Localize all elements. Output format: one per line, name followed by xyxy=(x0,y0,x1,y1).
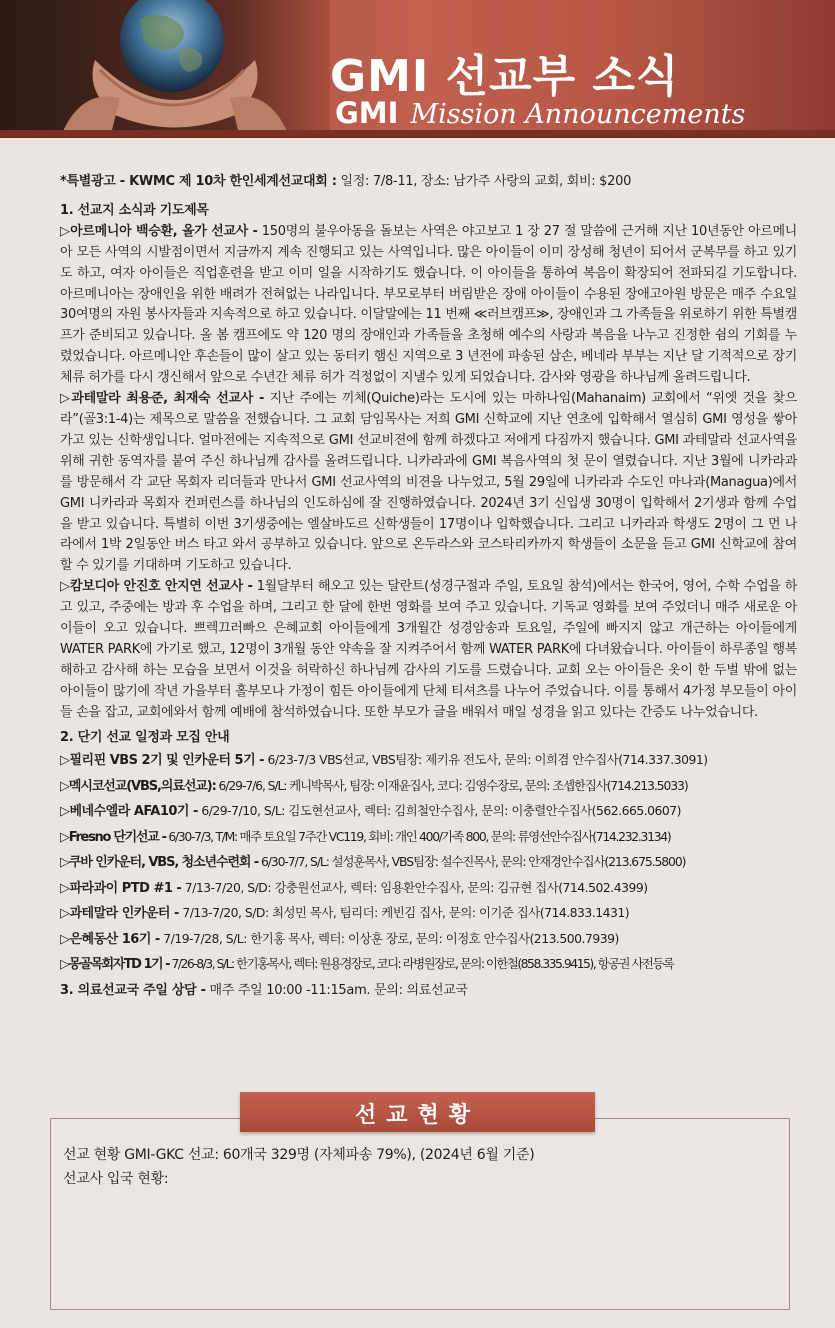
trip-details: 7/19-7/28, S/L: 한기홍 목사, 렉터: 이상훈 장로, 문의: 이정호 안수집사(213.500.7939) xyxy=(159,930,619,946)
trip-row xyxy=(60,850,797,876)
trip-name: ▷필리핀 VBS 2기 및 인카운터 5기 - xyxy=(60,753,265,769)
mission-name: ▷캄보디아 안진호 안지연 선교사 - xyxy=(60,579,253,595)
trip-details: 7/26-8/3, S/L: 한기홍목사, 렉터: 원용경장로, 코디: 라병원장로, 문의: 이한철(858.335.9415), 항공권 사전등록 xyxy=(169,956,674,972)
special-ad xyxy=(60,172,797,193)
section3 xyxy=(60,981,797,1002)
trip-details: 6/30-7/3, T/M: 매주 토요일 7주간 VC119, 회비: 개인 400/가족 800, 문의: 류영선안수집사(714.232.3134) xyxy=(165,828,671,844)
mission-status-line: 선교 현황 GMI-GKC 선교: 60개국 329명 (자체파송 79%), (2024년 6월 기준) xyxy=(63,1147,535,1163)
section2-heading: 2. 단기 선교 일정과 모집 안내 xyxy=(60,729,230,745)
section1-heading: 1. 선교지 소식과 기도제목 xyxy=(60,202,209,218)
trip-name: ▷은혜동산 16기 - xyxy=(60,931,160,947)
header-title-english xyxy=(335,96,745,130)
trip-row xyxy=(60,927,797,953)
missionary-arrival-line: 선교사 입국 현황: xyxy=(63,1171,169,1187)
trip-details: 6/30-7/7, S/L: 설성훈목사, VBS팀장: 설수진목사, 문의: 안재경안수집사(213.675.5800) xyxy=(258,854,686,870)
announcements-body xyxy=(60,172,797,1002)
special-ad-text: 일정: 7/8-11, 장소: 남가주 사랑의 교회, 회비: $200 xyxy=(336,174,632,189)
trip-details: 7/13-7/20, S/D: 최성민 목사, 팀리더: 케빈김 집사, 문의: 이기준 집사(714.833.1431) xyxy=(178,905,630,921)
trip-row xyxy=(60,774,797,800)
mission-status-banner xyxy=(240,1092,595,1132)
mission-text: 150명의 불우아동을 돌보는 사역은 야고보고 1 장 27 절 말씀에 근거해 지난 10년동안 아르메니아 모든 사역의 시발점이면서 지금까지 계속 진행되고 있는 사역입니다. 많은 아이들이 이미 장성해 청년이 되어서 군복무를 하고 있기도 하고, 여자 아이들은 직업훈련을 받고 이미 일을 시작하기도 했습니다. 이 아이들을 통하여 복음이 확장되어 전파되길 기도합니다. 아르메니아는 장애인을 위한 배려가 전혀없는 나라입니다. 부모로부터 버림받은 장애 아이들이 수용된 장애고아원 방문은 매주 수요일 30여명의 자원 봉사자들과 지속적으로 하고 있습니다. 이달말에는 11 번째 ≪러브캠프≫, 장애인과 그 가족들을 위로하기 위한 특별캠프가 준비되고 있습니다. 올 봄 캠프에도 약 120 명의 장애인과 가족들을 초청해 예수의 사랑과 복음을 나누고 진정한 쉼의 기회를 누렸었습니다. 아르메니안 후손들이 많이 살고 있는 동터키 햄신 지역으로 3 년전에 파송된 삼손, 베네라 부부는 지난 달 기적적으로 장기체류 허가를 다시 갱신해서 앞으로 수년간 체류 허가 걱정없이 지낼수 있게 되었습니다. 감사와 영광을 하나님께 올려드립니다. xyxy=(60,223,797,386)
header-title-korean: GMI 선교부 소식 xyxy=(330,51,680,102)
trip-details: 7/13-7/20, S/D: 강충원선교사, 렉터: 임용환안수집사, 문의: 김규현 집사(714.502.4399) xyxy=(181,879,648,895)
mission-status-text xyxy=(63,1143,534,1191)
trip-row xyxy=(60,748,797,774)
mission-news-guatemala xyxy=(60,389,797,577)
header-stripe xyxy=(0,130,835,138)
trip-name: ▷파라과이 PTD #1 - xyxy=(60,880,182,896)
trip-name: ▷쿠바 인카운터, VBS, 청소년수련회 - xyxy=(60,855,259,871)
mission-status-box xyxy=(50,1118,790,1310)
trip-details: 6/29-7/6, S/L: 케니박목사, 팀장: 이재윤집사, 코디: 김영수장로, 문의: 조셉한집사(714.213.5033) xyxy=(215,777,688,793)
header-title-gmi: GMI xyxy=(335,96,399,130)
trip-details: 6/29-7/10, S/L: 김도현선교사, 렉터: 김희철안수집사, 문의: 이충렬안수집사(562.665.0607) xyxy=(197,803,682,819)
mission-name: ▷과테말라 최용준, 최재숙 선교사 - xyxy=(60,391,265,407)
trip-name: ▷Fresno 단기선교 - xyxy=(60,829,166,845)
header-title-script: Mission Announcements xyxy=(410,99,746,130)
hands-holding-globe-image xyxy=(0,0,330,138)
trip-row xyxy=(60,825,797,851)
trip-name: ▷과테말라 인카운터 - xyxy=(60,906,179,922)
mission-text: 1월달부터 해오고 있는 달란트(성경구절과 주일, 토요일 참석)에서는 한국어, 영어, 수학 수업을 하고 있고, 주중에는 방과 후 수업을 하며, 그리고 한 달에 한번 영화를 보여 주고 있습니다. 기독교 영화를 보여 주었더니 매주 새로운 아이들이 오고 있습니다. 쁘렉끄러빠으 은혜교회 아이들에게 3개월간 성경암송과 토요일, 주일에 빠지지 않고 개근하는 아이들에게 WATER PARK에 가기로 했고, 12명이 3개월 동안 약속을 잘 지켜주어서 함께 WATER PARK에 다녀왔습니다. 아이들이 하루종일 행복해하고 감사해 하는 모습을 보면서 이것을 허락하신 하나님께 감사의 기도를 드렸습니다. 교회 오는 아이들은 옷이 한 두벌 밖에 없는 아이들이 많기에 작년 가을부터 홀부모나 가정이 힘든 아이들에게 단체 티셔츠를 나누어 주었습니다. 이를 통해서 4가정 부모들이 아이들 손을 잡고, 교회에와서 함께 예배에 참석하였습니다. 또한 부모가 글을 배워서 매일 성경을 읽고 있다는 간증도 나누었습니다. xyxy=(60,579,797,720)
trip-row xyxy=(60,876,797,902)
trip-name: ▷몽골목회자TD 1기 - xyxy=(60,957,169,973)
header-banner xyxy=(0,0,835,138)
mission-name: ▷아르메니아 백승환, 올가 선교사 - xyxy=(60,223,258,239)
trip-row xyxy=(60,799,797,825)
section3-heading: 3. 의료선교국 주일 상담 - xyxy=(60,982,206,998)
section3-text: 매주 주일 10:00 -11:15am. 문의: 의료선교국 xyxy=(205,982,468,998)
trip-name: ▷베네수엘라 AFA10기 - xyxy=(60,804,198,820)
special-ad-label: *특별광고 - KWMC 제 10차 한인세계선교대회 : xyxy=(60,174,337,189)
mission-news-armenia xyxy=(60,222,797,389)
mission-text: 지난 주에는 끼체(Quiche)라는 도시에 있는 마하나임(Mahanaim) 교회에서 “위엣 것을 찾으라”(골3:1-4)는 제목으로 말씀을 전했습니다. 그 교회 담임목사는 저희 GMI 신학교에 지난 연초에 입학해서 열심히 GMI 영성을 쌓아가고 있는 신학생입니다. 얼마전에는 지속적으로 GMI 선교비젼에 함께 하겠다고 저에게 다짐까지 했습니다. GMI 과테말라 선교사역을 위해 귀한 동역자를 붙여 주신 하나님께 감사를 올려드립니다. 니카라과에 GMI 복음사역의 첫 문이 열렸습니다. 지난 3월에 니카라과를 방문해서 각 교단 목회자 리더들과 만나서 GMI 선교사역의 비젼을 나누었고, 5월 29일에 니카라과 수도인 마나과(Managua)에서 GMI 니카라과 목회자 컨퍼런스를 하나님의 인도하심에 잘 진행하였습니다. 2024년 3기 신입생 30명이 입학해서 2기생과 함께 수업을 받고 있습니다. 특별히 이번 3기생중에는 엘살바도르 신학생들이 17명이나 입학했습니다. 그리고 니카라과 학생도 2명이 그 먼 나라에서 1박 2일동안 버스 타고 와서 공부하고 있습니다. 앞으로 온두라스와 코스타리카까지 학생들이 소문을 듣고 GMI 신학교에 참여할 수 있기를 기대하며 기도하고 있습니다. xyxy=(60,391,797,574)
trip-name: ▷멕시코선교(VBS,의료선교): xyxy=(60,778,216,794)
trip-row xyxy=(60,901,797,927)
mission-status-banner-title: 선교현황 xyxy=(354,1102,480,1128)
trip-details: 6/23-7/3 VBS선교, VBS팀장: 제키유 전도사, 문의: 이희겸 안수집사(714.337.3091) xyxy=(264,752,708,768)
mission-news-cambodia xyxy=(60,577,797,723)
trip-row xyxy=(60,952,797,978)
